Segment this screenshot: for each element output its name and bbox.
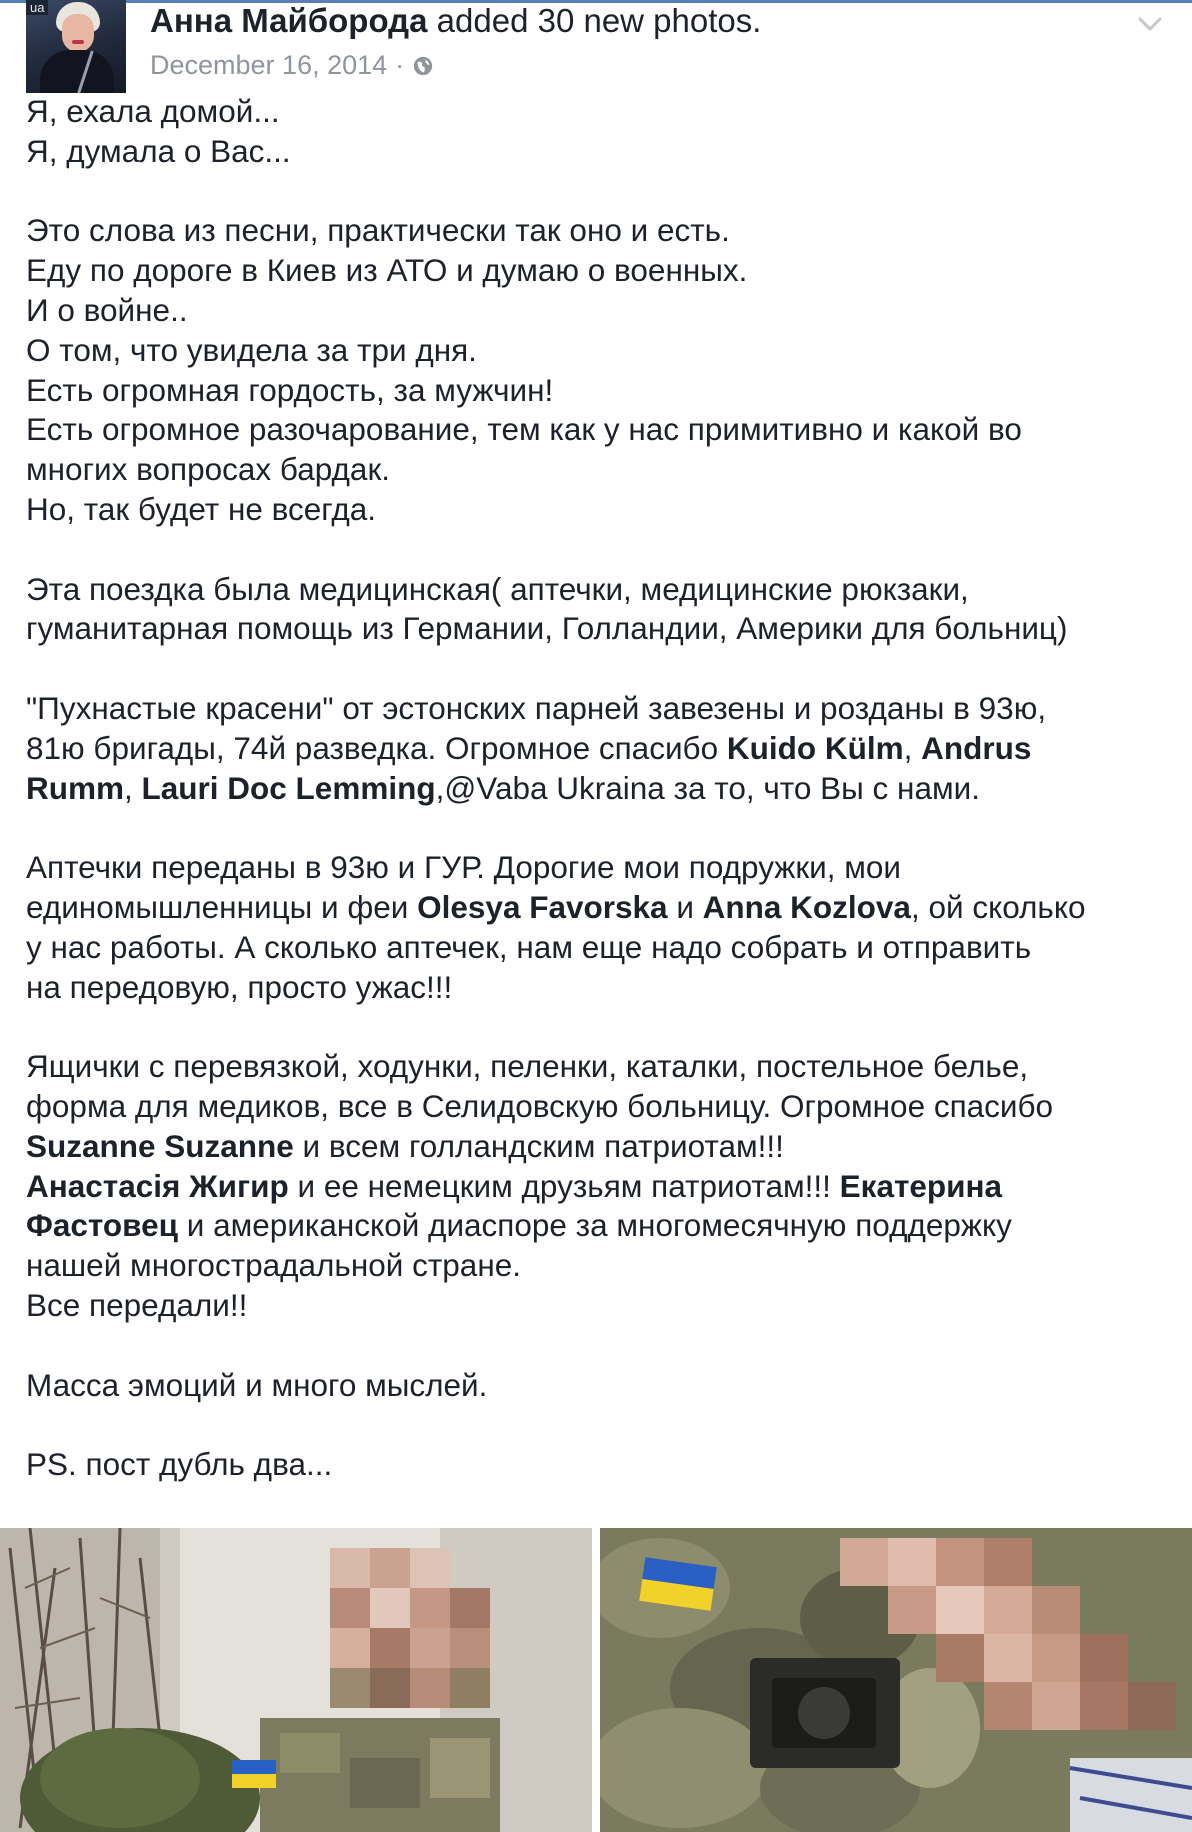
text-line: Есть огромная гордость, за мужчин! bbox=[26, 371, 554, 408]
text-line: PS. пост дубль два... bbox=[26, 1446, 333, 1483]
mention-suzanne-suzanne[interactable]: Suzanne Suzanne bbox=[26, 1127, 294, 1164]
paragraph-gap bbox=[26, 1405, 1176, 1445]
paragraph-gap bbox=[26, 530, 1176, 570]
author-line bbox=[150, 2, 761, 40]
text-fragment: единомышленницы и феи bbox=[26, 888, 418, 925]
mention-ekaterina-fastovets[interactable]: Екатерина bbox=[839, 1167, 1003, 1204]
text-line: Все передали!! bbox=[26, 1286, 248, 1323]
photo-soldier-backpack[interactable] bbox=[0, 1528, 592, 1832]
avatar[interactable] bbox=[26, 0, 126, 93]
post-date[interactable]: December 16, 2014 bbox=[150, 50, 388, 80]
text-fragment: , bbox=[903, 729, 922, 766]
paragraph-gap bbox=[26, 172, 1176, 212]
photo-grid bbox=[0, 1528, 1192, 1832]
text-line: Есть огромное разочарование, тем как у нас примитивно и какой во bbox=[26, 411, 1022, 448]
post-action: added 30 new photos. bbox=[436, 2, 762, 39]
text-line bbox=[26, 1206, 1176, 1246]
avatar-tag: ua bbox=[26, 0, 48, 15]
text-fragment: , bbox=[124, 769, 142, 806]
text-line: Ящички с перевязкой, ходунки, пеленки, каталки, постельное белье, bbox=[26, 1048, 1029, 1085]
mention-andrus-rumm[interactable]: Andrus bbox=[921, 729, 1032, 766]
text-line bbox=[26, 1127, 1176, 1167]
text-line: Но, так будет не всегда. bbox=[26, 490, 377, 527]
text-line bbox=[26, 769, 1176, 809]
photo-soldier-uniform[interactable] bbox=[600, 1528, 1192, 1832]
mention-andrus-rumm-cont[interactable]: Rumm bbox=[26, 769, 125, 806]
mention-olesya-favorska[interactable]: Olesya Favorska bbox=[417, 888, 668, 925]
text-fragment: ,@Vaba Ukraina за то, что Вы с нами. bbox=[435, 769, 980, 806]
text-fragment: , ой сколько bbox=[910, 888, 1086, 925]
mention-lauri-doc-lemming[interactable]: Lauri Doc Lemming bbox=[141, 769, 436, 806]
text-line: нашей многострадальной стране. bbox=[26, 1247, 521, 1284]
flag-patch bbox=[232, 1760, 276, 1788]
text-line: Еду по дороге в Киев из АТО и думаю о военных. bbox=[26, 252, 748, 289]
text-line: у нас работы. А сколько аптечек, нам еще надо собрать и отправить bbox=[26, 928, 1032, 965]
post-text bbox=[26, 92, 1176, 1485]
text-fragment: и bbox=[667, 888, 703, 925]
text-line: многих вопросах бардак. bbox=[26, 451, 390, 488]
text-fragment: и ее немецким друзьям патриотам!!! bbox=[288, 1167, 840, 1204]
mention-anna-kozlova[interactable]: Anna Kozlova bbox=[702, 888, 911, 925]
text-line bbox=[26, 888, 1176, 928]
meta-separator: · bbox=[395, 50, 405, 80]
post-meta bbox=[150, 50, 434, 81]
mention-ekaterina-fastovets-cont[interactable]: Фастовец bbox=[26, 1207, 179, 1244]
mention-kuido-kulm[interactable]: Kuido Külm bbox=[726, 729, 904, 766]
chevron-down-icon[interactable] bbox=[1134, 8, 1166, 40]
paragraph-gap bbox=[26, 1007, 1176, 1047]
mention-anastasia-zhigir[interactable]: Анастасія Жигир bbox=[26, 1167, 289, 1204]
paragraph-gap bbox=[26, 649, 1176, 689]
globe-icon[interactable] bbox=[412, 55, 434, 77]
text-line: на передовую, просто ужас!!! bbox=[26, 968, 453, 1005]
author-name[interactable]: Анна Майборода bbox=[150, 2, 428, 39]
text-fragment: 81ю бригады, 74й разведка. Огромное спасибо bbox=[26, 729, 727, 766]
text-line: Аптечки переданы в 93ю и ГУР. Дорогие мои подружки, мои bbox=[26, 849, 902, 886]
text-line: "Пухнастые красени" от эстонских парней завезены и розданы в 93ю, bbox=[26, 689, 1047, 726]
text-line bbox=[26, 1167, 1176, 1207]
text-fragment: и всем голландским патриотам!!! bbox=[293, 1127, 784, 1164]
text-line: И о войне.. bbox=[26, 291, 188, 328]
text-fragment: и американской диаспоре за многомесячную поддержку bbox=[178, 1207, 1012, 1244]
text-line: Масса эмоций и много мыслей. bbox=[26, 1366, 488, 1403]
text-line: гуманитарная помощь из Германии, Голландии, Америки для больниц) bbox=[26, 610, 1068, 647]
paragraph-gap bbox=[26, 1326, 1176, 1366]
text-line: форма для медиков, все в Селидовскую больницу. Огромное спасибо bbox=[26, 1087, 1054, 1124]
text-line: Я, ехала домой... bbox=[26, 93, 280, 129]
text-line: Эта поездка была медицинская( аптечки, медицинские рюкзаки, bbox=[26, 570, 969, 607]
text-line: Это слова из песни, практически так оно и есть. bbox=[26, 212, 730, 249]
post-header bbox=[26, 0, 1166, 100]
text-line: О том, что увидела за три дня. bbox=[26, 331, 477, 368]
text-line bbox=[26, 729, 1176, 769]
text-line: Я, думала о Вас... bbox=[26, 132, 291, 169]
paragraph-gap bbox=[26, 808, 1176, 848]
